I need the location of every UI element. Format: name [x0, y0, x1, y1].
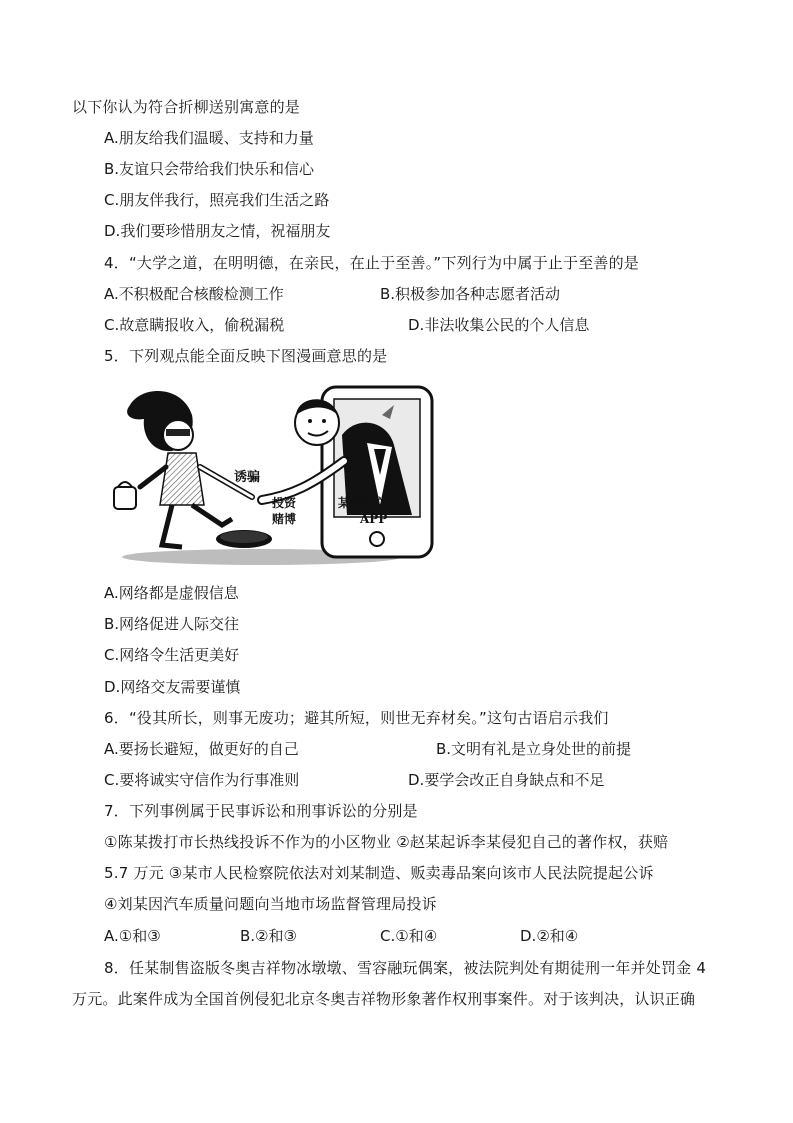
q4-option-a: A.不积极配合核酸检测工作: [104, 285, 284, 303]
q6-option-c: C.要将诚实守信作为行事准则: [104, 771, 300, 789]
q7-case-line-3: ④刘某因汽车质量问题向当地市场监督管理局投诉: [104, 895, 437, 913]
cartoon-illustration: [112, 375, 442, 567]
q4-option-b: B.积极参加各种志愿者活动: [380, 285, 561, 303]
q6-option-a: A.要扬长避短，做更好的自己: [104, 740, 299, 758]
q7-option-b: B.②和③: [240, 927, 297, 945]
q5-cartoon: [112, 375, 442, 567]
q4-option-c: C.故意瞒报收入，偷税漏税: [104, 316, 285, 334]
label-app-name: 某网络交友: [338, 496, 399, 510]
q3-option-d: D.我们要珍惜朋友之情，祝福朋友: [104, 222, 331, 240]
q5-option-b: B.网络促进人际交往: [104, 615, 240, 633]
q7-case-line-2: 5.7 万元 ③某市人民检察院依法对刘某制造、贩卖毒品案向该市人民法院提起公诉: [104, 864, 654, 882]
label-app: APP: [360, 512, 388, 526]
q7-case-line-1: ①陈某拨打市长热线投诉不作为的小区物业 ②赵某起诉李某侵犯自己的著作权，获赔: [104, 833, 669, 851]
q7-option-a: A.①和③: [104, 927, 161, 945]
q4-stem: 4．“大学之道，在明明德，在亲民，在止于至善。”下列行为中属于止于至善的是: [104, 254, 639, 272]
q5-option-d: D.网络交友需要谨慎: [104, 678, 241, 696]
q6-stem: 6．“役其所长，则事无废功；避其所短，则世无弃材矣。”这句古语启示我们: [104, 709, 609, 727]
q3-option-a: A.朋友给我们温暖、支持和力量: [104, 129, 314, 147]
q8-stem-line-2: 万元。此案件成为全国首例侵犯北京冬奥吉祥物形象著作权刑事案件。对于该判决，认识正确: [72, 990, 696, 1008]
q8-stem-line-1: 8．任某制售盗版冬奥吉祥物冰墩墩、雪容融玩偶案，被法院判处有期徒刑一年并处罚金 4: [104, 959, 707, 977]
q4-option-d: D.非法收集公民的个人信息: [408, 316, 590, 334]
q3-option-b: B.友谊只会带给我们快乐和信心: [104, 160, 315, 178]
q6-option-d: D.要学会改正自身缺点和不足: [408, 771, 605, 789]
label-invest: 投资: [272, 496, 297, 510]
q7-option-c: C.①和④: [380, 927, 438, 945]
q5-option-a: A.网络都是虚假信息: [104, 584, 239, 602]
victim-figure: [114, 391, 252, 547]
label-lure: 诱骗: [234, 470, 261, 485]
q7-option-d: D.②和④: [520, 927, 579, 945]
q3-stem-continued: 以下你认为符合折柳送别寓意的是: [72, 98, 301, 116]
q5-option-c: C.网络令生活更美好: [104, 646, 240, 664]
label-gamble: 赌博: [272, 512, 297, 526]
trap-hole-icon: [216, 530, 272, 548]
q6-option-b: B.文明有礼是立身处世的前提: [436, 740, 632, 758]
q3-option-c: C.朋友伴我行，照亮我们生活之路: [104, 191, 330, 209]
q5-stem: 5．下列观点能全面反映下图漫画意思的是: [104, 347, 388, 365]
q7-stem: 7．下列事例属于民事诉讼和刑事诉讼的分别是: [104, 802, 418, 820]
